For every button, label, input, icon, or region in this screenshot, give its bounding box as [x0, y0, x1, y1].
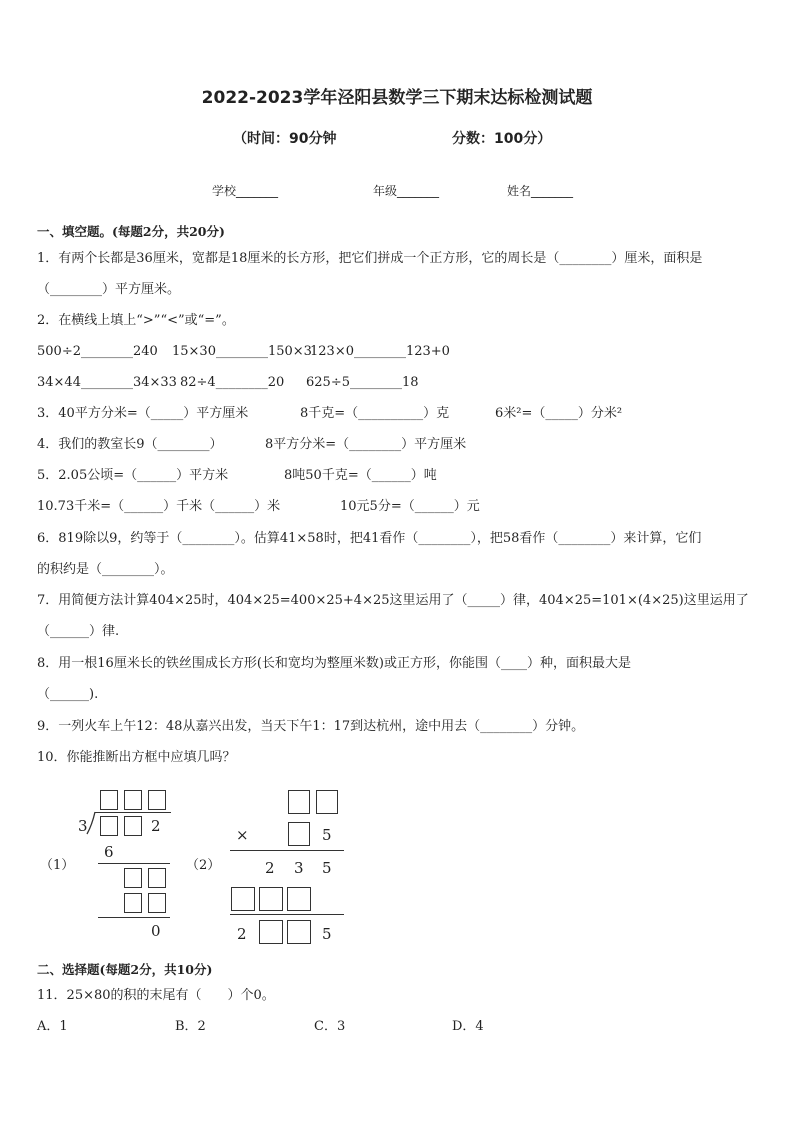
answer-box[interactable]	[148, 893, 166, 913]
answer-box[interactable]	[100, 816, 118, 836]
answer-box[interactable]	[287, 920, 311, 944]
divisor: 3	[78, 817, 88, 835]
option-c[interactable]: C．3	[314, 1019, 346, 1034]
answer-box[interactable]	[124, 790, 142, 810]
question-9: 9．一列火车上午12：48从嘉兴出发，当天下午1：17到达杭州，途中用去（________）分钟。	[37, 719, 585, 734]
answer-box[interactable]	[288, 822, 310, 846]
question-4-part: 8平方分米=（________）平方厘米	[265, 437, 467, 452]
name-field: 姓名_______	[507, 184, 574, 198]
answer-box[interactable]	[100, 790, 118, 810]
answer-box[interactable]	[288, 790, 310, 814]
answer-box[interactable]	[231, 887, 255, 911]
result-digit: 2	[237, 925, 247, 943]
page-title: 2022-2023学年泾阳县数学三下期末达标检测试题	[201, 88, 593, 108]
question-3-part: 8千克=（__________）克	[300, 406, 450, 421]
question-5-part: 5．2.05公顷=（______）平方米	[37, 468, 229, 483]
question-7-line-1: 7．用简便方法计算404×25时，404×25=400×25+4×25这里运用了（_____）律，404×25=101×(4×25)这里运用了	[37, 593, 749, 608]
exam-time: （时间：90分钟	[233, 131, 337, 147]
grade-field: 年级_______	[373, 184, 440, 198]
puzzle-1-label: （1）	[40, 858, 75, 873]
q2-item: 34×44________34×33	[37, 375, 177, 390]
question-6-line-2: 的积约是（________）。	[37, 562, 174, 577]
result-digit: 5	[322, 925, 332, 943]
q2-item: 15×30________150×3	[172, 344, 312, 359]
question-5-part: 10.73千米=（______）千米（______）米	[37, 499, 281, 514]
puzzle-2-label: （2）	[186, 858, 221, 873]
answer-box[interactable]	[148, 868, 166, 888]
section-heading-fill: 一、填空题。(每题2分，共20分)	[37, 224, 225, 239]
answer-box[interactable]	[259, 920, 283, 944]
school-field: 学校_______	[212, 184, 279, 198]
option-b[interactable]: B．2	[175, 1019, 206, 1034]
multiplication-line	[230, 914, 344, 915]
question-8-line-2: （______).	[37, 687, 99, 702]
question-1-line-2: （________）平方厘米。	[37, 282, 181, 297]
option-a[interactable]: A．1	[37, 1019, 68, 1034]
partial-digit: 3	[294, 859, 304, 877]
dividend-digit: 2	[151, 817, 161, 835]
question-11: 11．25×80的积的末尾有（ ）个0。	[37, 988, 275, 1003]
answer-box[interactable]	[148, 790, 166, 810]
answer-box[interactable]	[259, 887, 283, 911]
question-7-line-2: （______）律.	[37, 624, 120, 639]
question-5-part: 8吨50千克=（______）吨	[284, 468, 437, 483]
q2-item: 82÷4________20	[180, 375, 285, 390]
division-bracket-line	[95, 812, 171, 813]
question-1-line-1: 1．有两个长都是36厘米，宽都是18厘米的长方形，把它们拼成一个正方形，它的周长是（________）厘米，面积是	[37, 251, 703, 266]
q2-item: 500÷2________240	[37, 344, 158, 359]
q2-item: 625÷5________18	[306, 375, 419, 390]
times-sign: ×	[236, 826, 249, 844]
question-4-part: 4．我们的教室长9（________）	[37, 437, 223, 452]
question-6-line-1: 6．819除以9，约等于（________）。估算41×58时，把41看作（________），把58看作（________）来计算，它们	[37, 531, 702, 546]
option-d[interactable]: D．4	[452, 1019, 484, 1034]
answer-box[interactable]	[287, 887, 311, 911]
question-8-line-1: 8．用一根16厘米长的铁丝围成长方形(长和宽均为整厘米数)或正方形，你能围（____）种，面积最大是	[37, 656, 631, 671]
multiplication-line	[230, 850, 344, 851]
remainder: 0	[151, 922, 161, 940]
question-5-part: 10元5分=（______）元	[340, 499, 480, 514]
answer-box[interactable]	[124, 868, 142, 888]
multiplier-digit: 5	[322, 826, 332, 844]
question-3-part: 6米²=（_____）分米²	[495, 406, 623, 421]
answer-box[interactable]	[316, 790, 338, 814]
question-10: 10．你能推断出方框中应填几吗？	[37, 750, 236, 765]
exam-score: 分数：100分）	[452, 131, 552, 147]
question-2: 2．在横线上填上“>”“<”或“=”。	[37, 313, 235, 328]
question-3-part: 3．40平方分米=（_____）平方厘米	[37, 406, 249, 421]
division-line	[98, 863, 170, 864]
subtract-digit: 6	[104, 843, 114, 861]
q2-item: 123×0________123+0	[310, 344, 450, 359]
section-heading-choice: 二、选择题(每题2分，共10分)	[37, 962, 213, 977]
division-line	[98, 917, 170, 918]
answer-box[interactable]	[124, 893, 142, 913]
division-bracket	[86, 811, 98, 835]
partial-digit: 2	[265, 859, 275, 877]
partial-digit: 5	[322, 859, 332, 877]
answer-box[interactable]	[124, 816, 142, 836]
